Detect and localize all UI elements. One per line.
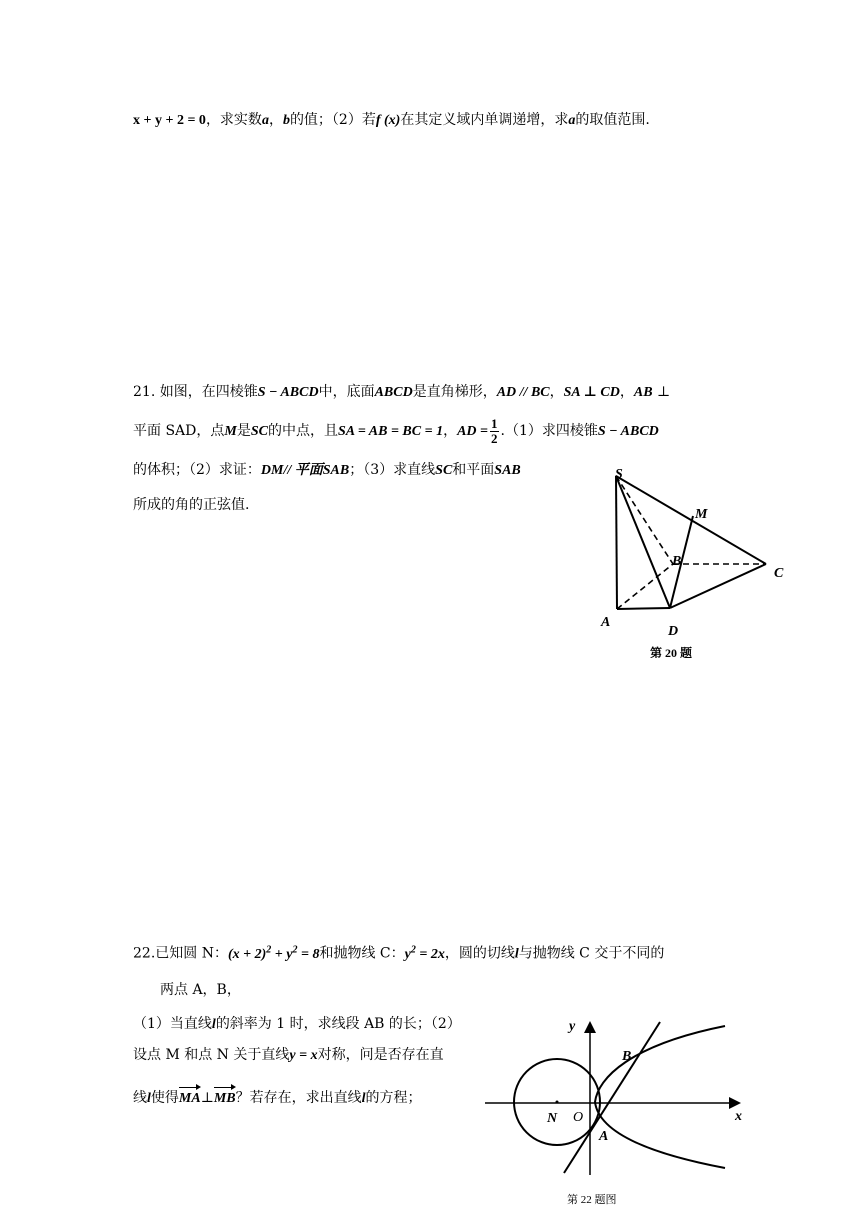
label-x: x <box>735 1109 742 1124</box>
pyramid-figure <box>595 462 795 658</box>
circle-parabola-figure <box>480 1010 750 1210</box>
edge-sb-hidden <box>616 476 673 564</box>
edge-sa <box>616 476 617 609</box>
q22-line-2: 两点 A，B， <box>160 982 241 998</box>
q20-line: x + y + 2 = 0，求实数a，b的值；（2）若f (x)在其定义域内单调递增，求a的取值范围. <box>133 112 650 128</box>
edge-ab-hidden <box>617 564 673 609</box>
figure-caption: 第 22 题图 <box>567 1194 617 1206</box>
function-fx: f (x) <box>375 113 401 128</box>
label-d: D <box>668 624 679 639</box>
q21-line-4: 所成的角的正弦值. <box>133 497 250 513</box>
fraction-one-half: $\frac{1}{2}$ <box>491 415 498 446</box>
label-c: C <box>774 566 784 581</box>
circle-equation: $(x + 2)^2 + y^2 = 8$ <box>227 944 320 962</box>
q22-line-1: 22.已知圆 N：$(x + 2)^2 + y^2 = 8$和抛物线 C：$y^2 = 2x$，圆的切线l与抛物线 C 交于不同的 <box>133 944 665 962</box>
vector-mb: MB <box>214 1089 236 1109</box>
label-a: A <box>599 1129 609 1144</box>
q21-line-3: 的体积；（2）求证：DM// 平面SAB；（3）求直线SC和平面SAB <box>133 462 521 478</box>
tangent-line-l <box>564 1022 660 1173</box>
label-a: A <box>601 615 611 630</box>
vector-ma: MA <box>179 1089 201 1109</box>
center-point-n <box>556 1101 559 1104</box>
edge-dc <box>670 564 766 608</box>
q22-line-3: （1）当直线l的斜率为 1 时，求线段 AB 的长；（2） <box>133 1016 461 1032</box>
tangent-line-equation: x + y + 2 = 0 <box>133 113 206 128</box>
q22-line-5: 线l使得MA⊥MB？若存在，求出直线l的方程； <box>133 1088 422 1109</box>
q21-line-1: 21. 如图，在四棱锥S − ABCD中，底面ABCD是直角梯形，AD // BC，SA ⊥ CD，AB ⊥ <box>133 384 671 400</box>
label-s: S <box>615 467 623 482</box>
label-o: O <box>573 1110 584 1125</box>
label-m: M <box>695 507 708 522</box>
edge-ad <box>617 608 670 609</box>
q21-line-2: 平面 SAD，点M是SC的中点，且SA = AB = BC = 1，AD = $\frac{1}{2}$ .（1）求四棱锥S − ABCD <box>133 415 659 446</box>
parabola-equation: $y^2 = 2x$ <box>404 944 445 962</box>
parabola-c <box>595 1026 725 1168</box>
label-b: B <box>672 554 682 569</box>
label-b: B <box>622 1049 632 1064</box>
label-y: y <box>569 1019 576 1034</box>
q22-line-4: 设点 M 和点 N 关于直线y = x对称，问是否存在直 <box>133 1047 444 1063</box>
figure-caption: 第 20 题 <box>650 646 693 658</box>
label-n: N <box>547 1111 558 1126</box>
